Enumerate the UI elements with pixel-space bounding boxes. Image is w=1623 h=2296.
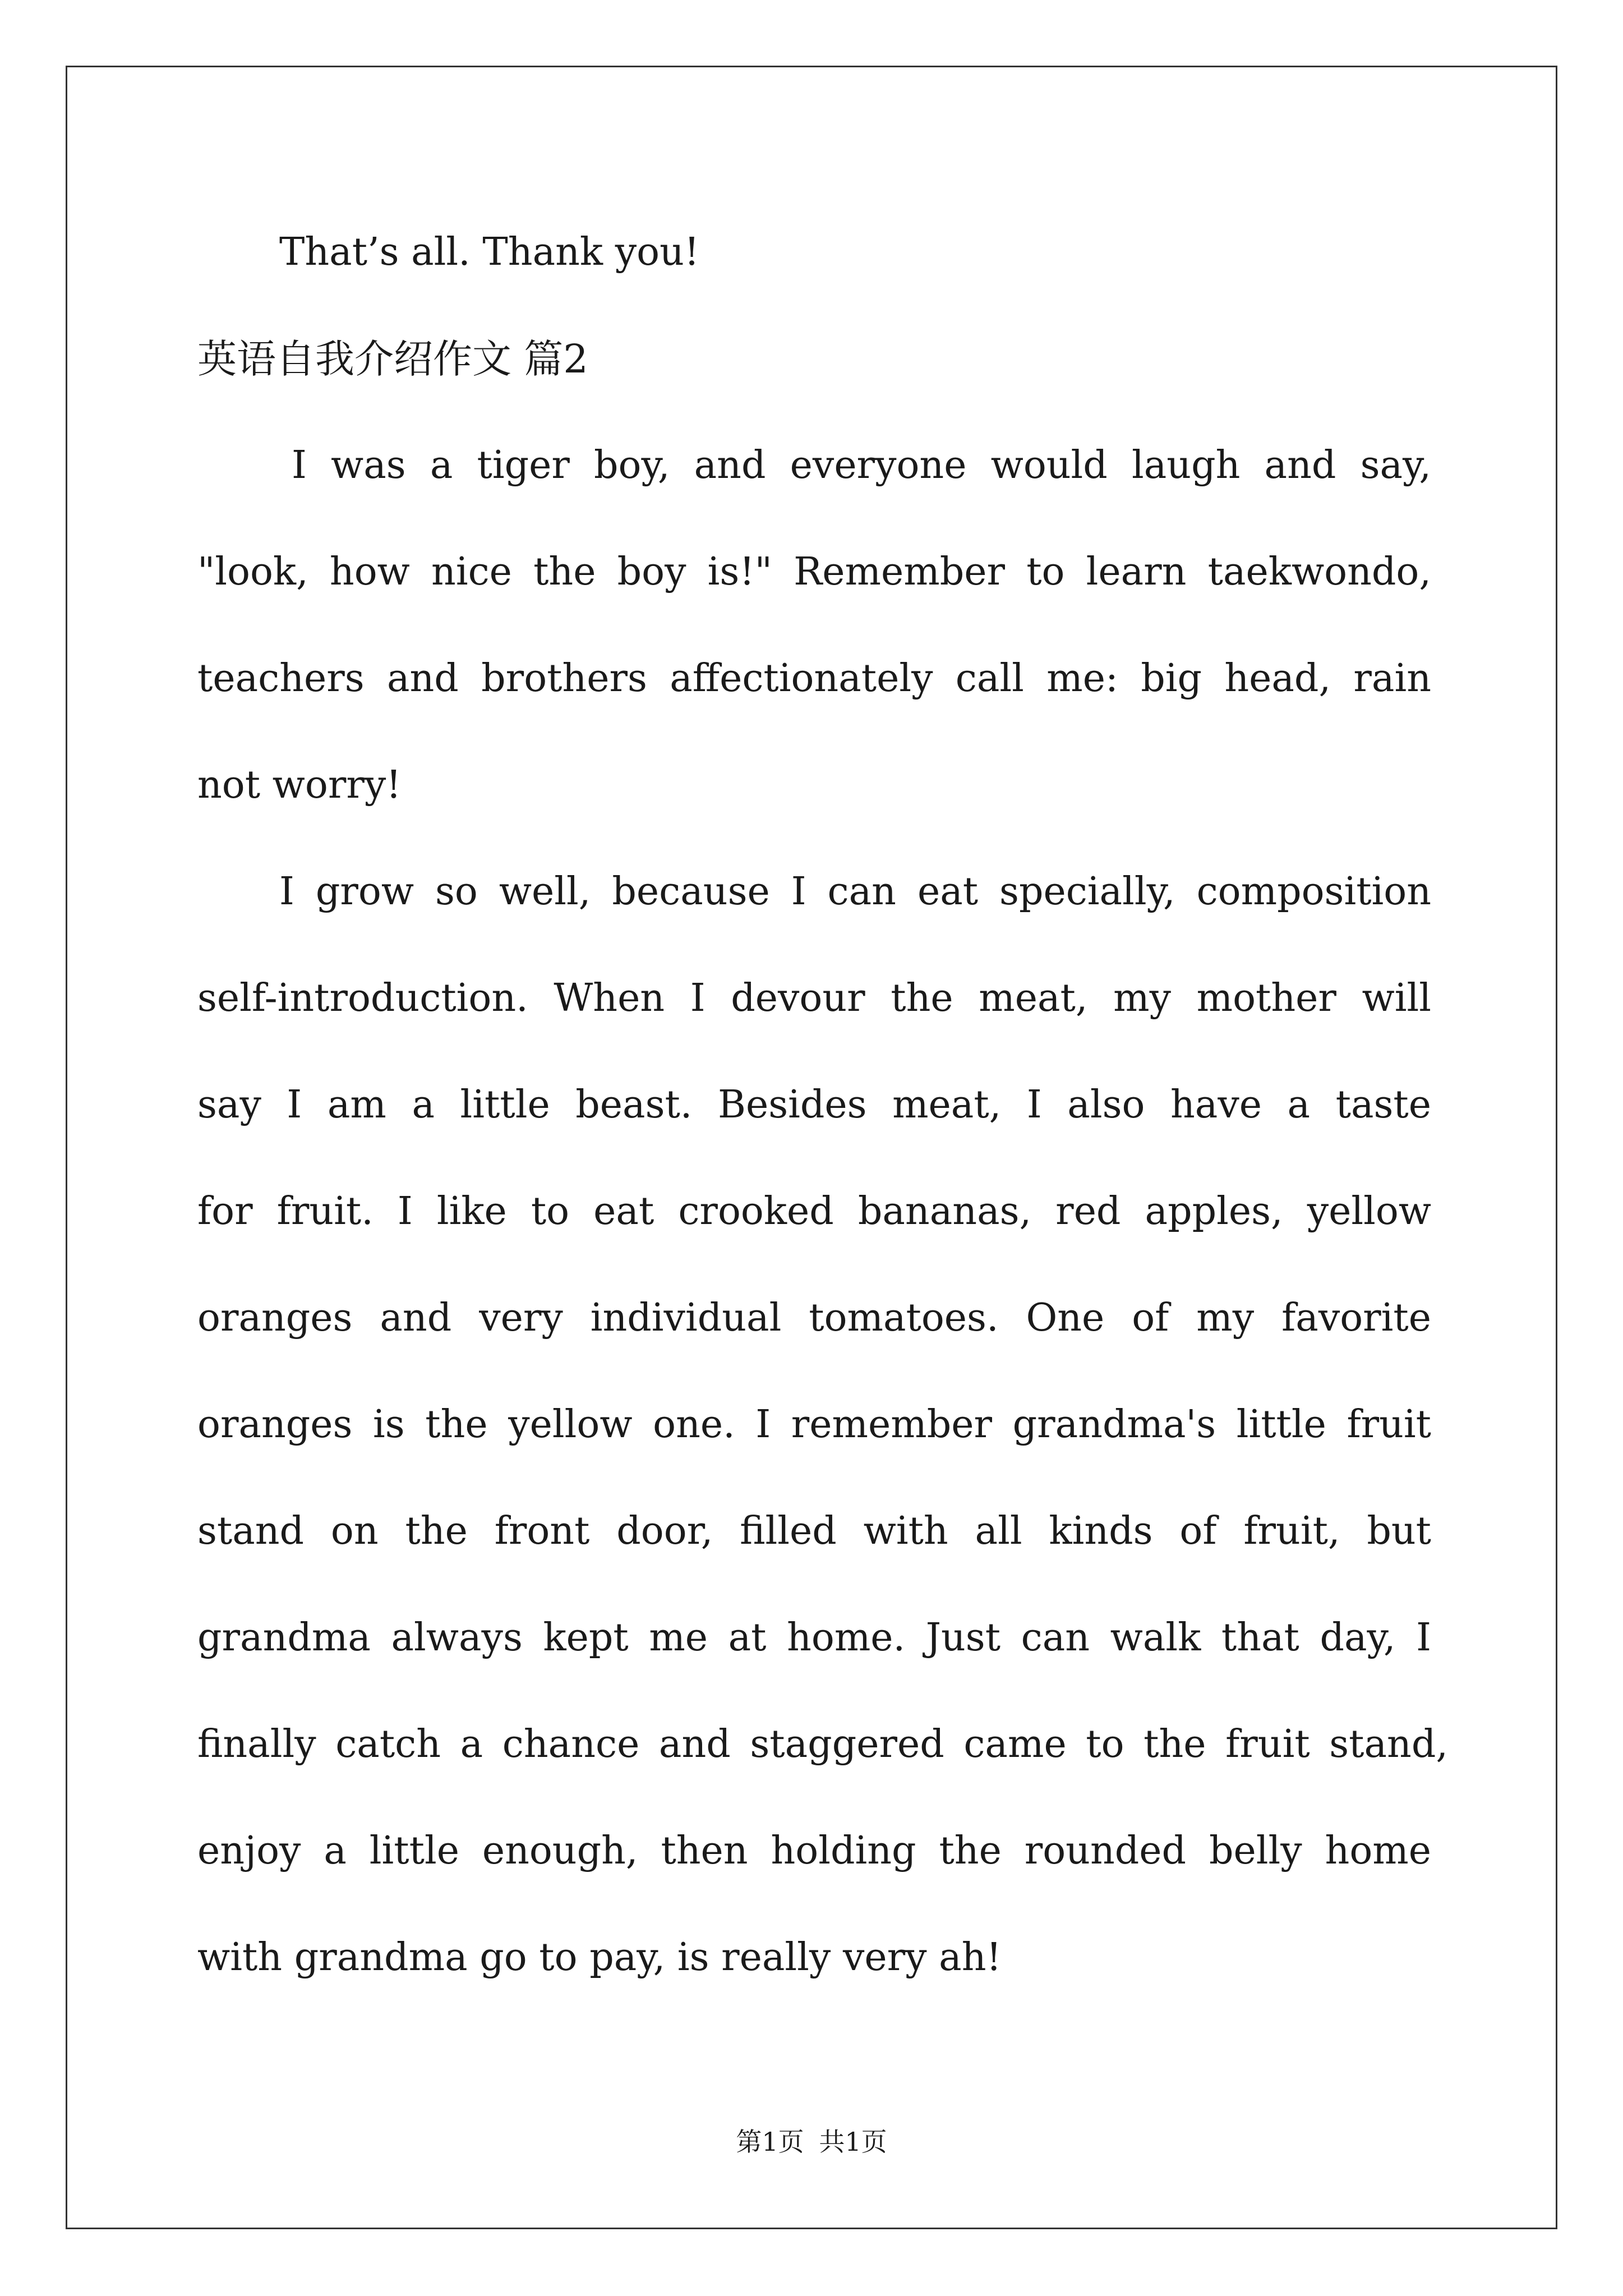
paragraph-2-line-4: for fruit. I like to eat crooked bananas, red apples, yellow (197, 1189, 1431, 1234)
paragraph-2-line-8: grandma always kept me at home. Just can walk that day, I (197, 1616, 1431, 1660)
paragraph-1-line-1: I was a tiger boy, and everyone would laugh and say, (292, 443, 1431, 487)
paragraph-2-line-1: I grow so well, because I can eat specially, composition (279, 869, 1431, 914)
paragraph-2-line-10: enjoy a little enough, then holding the rounded belly home (197, 1829, 1431, 1873)
paragraph-2-line-3: say I am a little beast. Besides meat, I also have a taste (197, 1083, 1431, 1127)
section-heading: 英语自我介绍作文 篇2 (197, 336, 588, 382)
paragraph-1-line-4: not worry! (197, 763, 402, 807)
paragraph-2-line-2: self-introduction. When I devour the meat, my mother will (197, 976, 1431, 1020)
paragraph-2-line-11: with grandma go to pay, is really very ah! (197, 1935, 1002, 1980)
paragraph-1-line-3: teachers and brothers affectionately call me: big head, rain (197, 656, 1431, 701)
paragraph-2-line-5: oranges and very individual tomatoes. One of my favorite (197, 1296, 1431, 1340)
paragraph-1-line-2: "look, how nice the boy is!" Remember to learn taekwondo, (197, 550, 1431, 594)
page-border (66, 66, 1557, 2229)
paragraph-2-line-9: finally catch a chance and staggered came to the fruit stand, (197, 1722, 1448, 1766)
page-number: 第1页 (736, 2127, 804, 2157)
paragraph-2-line-6: oranges is the yellow one. I remember grandma's little fruit (197, 1402, 1431, 1447)
page-footer (0, 2125, 1623, 2159)
paragraph-2-line-7: stand on the front door, filled with all kinds of fruit, but (197, 1509, 1431, 1553)
closing-line: That’s all. Thank you! (279, 230, 700, 274)
page-total: 共1页 (819, 2127, 887, 2157)
